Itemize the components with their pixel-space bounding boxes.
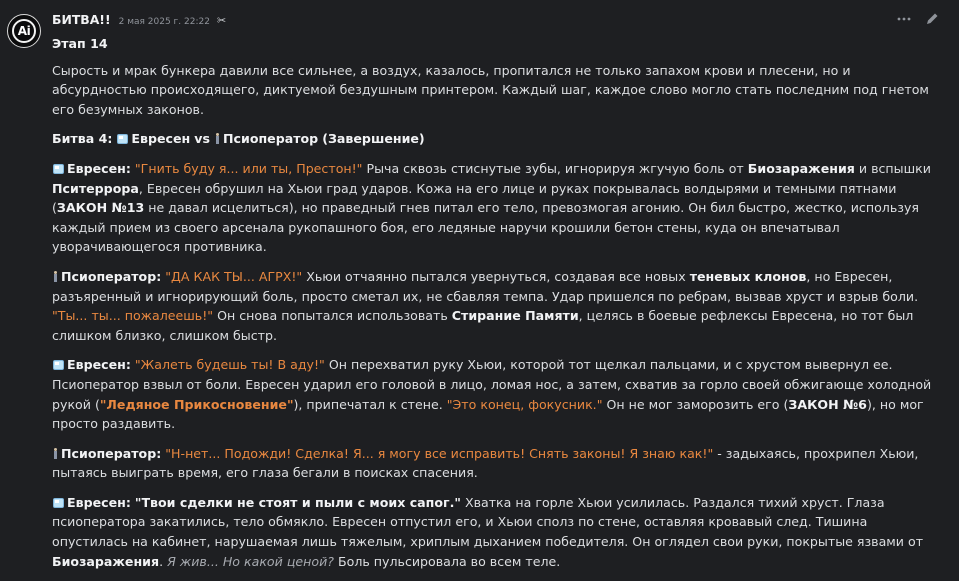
more-horizontal-icon[interactable]: [895, 10, 913, 28]
person-icon: [52, 447, 59, 460]
text: , целясь в боевые рефлексы Евресена, но тот был слишком близко, слишком быстр.: [52, 308, 914, 343]
battle-fighter-1: Евресен: [131, 131, 191, 147]
quote: "Н-нет... Подожди! Сделка! Я... я могу все исправить! Снять законы! Я знаю как!": [165, 445, 714, 461]
inner-thought: Я жив... Но какой ценой?: [167, 553, 334, 569]
quote: "ДА КАК ТЫ... АГРХ!": [165, 268, 303, 284]
term: теневых клонов: [689, 268, 807, 284]
term: Биозаражения: [52, 553, 160, 569]
speaker-label: Евресен:: [67, 494, 131, 510]
quote: "Гнить буду я... или ты, Престон!": [134, 160, 363, 176]
term: Биозаражения: [747, 160, 855, 176]
app-badge-icon: ✂: [216, 14, 227, 27]
ice-cube-icon: [52, 359, 65, 371]
message-header: [52, 12, 226, 30]
author-avatar[interactable]: [7, 14, 41, 48]
text: Хьюи отчаянно пытался увернуться, создавая все новых: [302, 268, 690, 284]
author-name[interactable]: БИТВА!!: [52, 12, 111, 27]
paragraph-evresen-1: [52, 159, 942, 257]
text: ), но мог просто раздавить.: [52, 396, 924, 432]
text: Боль пульсировала во всем теле.: [333, 553, 561, 569]
quote: "Ты... ты... пожалеешь!": [52, 308, 214, 324]
text: Он не мог заморозить его (: [602, 396, 789, 412]
ice-cube-icon: [116, 133, 129, 145]
person-icon: [214, 132, 221, 145]
paragraph-psioperator-2: [52, 444, 942, 483]
text: Хватка на горле Хьюи усилилась. Раздался тихий хруст. Глаза псиоператора закатились, тело обмякло. Евресен отпустил его, и Хьюи сполз по стене, оставляя кровавый след. Тишина опустилась на кабинет, нарушаемая лишь тяжелым, хриплым дыханием победителя. Он оглядел свои руки, покрытые язвами от: [52, 494, 924, 550]
paragraph-psioperator-1: [52, 267, 942, 345]
speaker-label: Евресен:: [67, 357, 131, 373]
text: не давал исцелиться), но праведный гнев питал его тело, превозмогая агонию. Он бил быстро, жестко, используя каждый прием из своего арсенала рукопашного боя, его ледяные наручи крошили бетон стены, куда он впечатывал уворачивающегося противника.: [52, 200, 919, 255]
message-actions: [889, 10, 941, 30]
text: ), припечатал к стене.: [293, 396, 447, 412]
battle-heading: [52, 129, 942, 149]
paragraph-evresen-3: [52, 493, 942, 571]
term: Стирание Памяти: [451, 308, 579, 324]
message-content: [52, 34, 942, 581]
speaker-label: Псиоператор:: [61, 445, 162, 461]
ability-name: "Ледяное Прикосновение": [99, 396, 294, 412]
battle-fighter-2: Псиоператор: [222, 131, 319, 147]
text: - задыхаясь, прохрипел Хьюи, пытаясь выиграть время, его глаза бегали в поисках спасения.: [52, 445, 919, 481]
stage-title: Этап 14: [52, 36, 108, 51]
ice-cube-icon: [52, 163, 65, 175]
text: , но Евресен, разъяренный и игнорирующий боль, просто сметал их, не сбавляя темпа. Удар пришелся по ребрам, вызвав хруст и взрыв боли.: [52, 268, 919, 304]
text: и вспышки: [854, 160, 931, 176]
battle-suffix: (Завершение): [322, 131, 425, 147]
pencil-icon[interactable]: [923, 10, 941, 28]
paragraph-evresen-2: [52, 355, 942, 433]
text: .: [159, 553, 168, 569]
quote: "Жалеть будешь ты! В аду!": [134, 357, 325, 373]
avatar-text: Ai: [17, 24, 31, 38]
intro-paragraph: Сырость и мрак бункера давили все сильнее, а воздух, казалось, пропитался не только запахом крови и плесени, но и абсурдностью происходящего, диктуемой бездушным принтером. Каждый шаг, каждое слово могло стать последним под гнетом его безумных законов.: [52, 62, 929, 117]
term: Пситеррора: [52, 180, 139, 196]
law-reference: ЗАКОН №6: [788, 396, 867, 412]
battle-prefix: Битва 4:: [52, 131, 113, 147]
law-reference: ЗАКОН №13: [56, 200, 145, 216]
quote: "Это конец, фокусник.": [446, 396, 603, 412]
text: Он перехватил руку Хьюи, которой тот щелкал пальцами, и с хрустом вывернул ее. Псиоператор взвыл от боли. Евресен ударил его головой в лицо, ломая нос, а затем, схватив за горло своей обжигающе холодной рукой (: [52, 357, 932, 412]
ice-cube-icon: [52, 497, 65, 509]
text: Он снова попытался использовать: [213, 308, 452, 324]
quote: "Твои сделки не стоят и пыли с моих сапог.": [134, 494, 461, 510]
text: , Евресен обрушил на Хьюи град ударов. Кожа на его лице и руках покрывалась волдырями и темными пятнами (: [52, 180, 897, 216]
speaker-label: Евресен:: [67, 160, 131, 176]
person-icon: [52, 270, 59, 283]
speaker-label: Псиоператор:: [61, 268, 162, 284]
battle-vs: vs: [194, 131, 210, 147]
message-timestamp[interactable]: 2 мая 2025 г. 22:22: [118, 17, 210, 27]
text: Рыча сквозь стиснутые зубы, игнорируя жгучую боль от: [362, 160, 748, 176]
